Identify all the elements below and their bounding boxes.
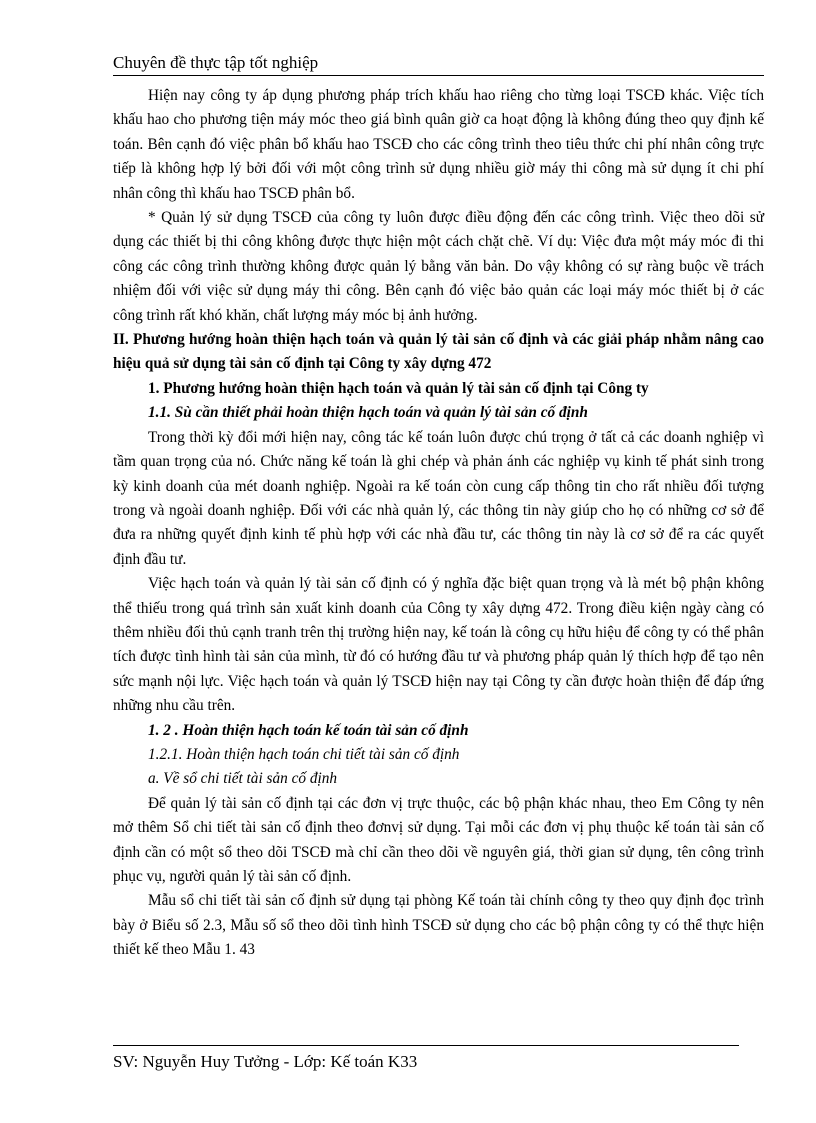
subsection-heading-a: a. Về sổ chi tiết tài sản cố định	[148, 770, 338, 788]
paragraph-accounting-role: Trong thời kỳ đổi mới hiện nay, công tác kế toán luôn được chú trọng ở tất cả các doanh nghiệp vì tầm quan trọng của nó. Chức năng kế toán là ghi chép và phản ánh các nghiệp vụ kinh tế phát sinh trong kỳ kinh doanh của mét doanh nghiệp. Ngoài ra kế toán còn cung cấp thông tin cho rất nhiều đối tượng trong và ngoài doanh nghiệp. Đối với các nhà quản lý, các thông tin này giúp cho họ có những cơ sở để đưa ra những quyết định kinh tế phù hợp với các nhà đầu tư, các thông tin này là cơ sở để ra các quyết định đầu tư.	[113, 428, 764, 568]
subsection-heading-1-2: 1. 2 . Hoàn thiện hạch toán kế toán tài sản cố định	[148, 721, 469, 739]
paragraph-ledger: Để quản lý tài sản cố định tại các đơn vị trực thuộc, các bộ phận khác nhau, theo Em Công ty nên mở thêm Sổ chi tiết tài sản cố định theo đơnvị sử dụng. Tại mỗi các đơn vị phụ thuộc kế toán tài sản cố định cần có một sổ theo dõi TSCĐ mà chỉ cần theo dõi về nguyên giá, thời gian sử dụng, tên công trình phục vụ, người quản lý tài sản cố định.	[113, 794, 764, 885]
subsection-heading-1: 1. Phương hướng hoàn thiện hạch toán và quản lý tài sản cố định tại Công ty	[148, 379, 649, 397]
page-footer: SV: Nguyễn Huy Tưởng - Lớp: Kế toán K33	[113, 1052, 418, 1071]
paragraph-ledger-template: Mẫu sổ chi tiết tài sản cố định sử dụng tại phòng Kế toán tài chính công ty theo quy định đọc trình bày ở Biểu số 2.3, Mẫu số sổ theo dõi tình hình TSCĐ sử dụng cho các bộ phận công ty có thể thực hiện thiết kế theo Mẫu 1. 43	[113, 892, 764, 959]
section-heading-2: II. Phương hướng hoàn thiện hạch toán và quản lý tài sản cố định và các giải pháp nhằm nâng cao hiệu quả sử dụng tài sản cố định tại Công ty xây dựng 472	[113, 331, 764, 373]
subsection-heading-1-2-1: 1.2.1. Hoàn thiện hạch toán chi tiết tài sản cố định	[148, 745, 460, 763]
footer-divider	[113, 1045, 739, 1046]
paragraph-depreciation: Hiện nay công ty áp dụng phương pháp trích khấu hao riêng cho từng loại TSCĐ khác. Việc tích khấu hao cho phương tiện máy móc theo giá bình quân giờ ca hoạt động là không đúng theo quy định kế toán. Bên cạnh đó việc phân bổ khấu hao TSCĐ cho các công trình theo tiêu thức chi phí nhân công trực tiếp là không hợp lý bởi đối với một công trình sử dụng nhiều giờ máy thi công mà sử dụng ít chi phí nhân công thì khấu hao TSCĐ phân bổ.	[113, 87, 764, 202]
subsection-heading-1-1: 1.1. Sù cần thiết phải hoàn thiện hạch toán và quản lý tài sản cố định	[148, 404, 588, 422]
page-header: Chuyên đề thực tập tốt nghiệp	[113, 52, 764, 76]
paragraph-asset-accounting: Việc hạch toán và quản lý tài sản cố định có ý nghĩa đặc biệt quan trọng và là mét bộ phận không thể thiếu trong quá trình sản xuất kinh doanh của Công ty xây dựng 472. Trong điều kiện ngày càng có thêm nhiều đối thủ cạnh tranh trên thị trường hiện nay, kế toán là công cụ hữu hiệu để công ty có thể phân tích được tình hình tài sản của mình, từ đó có hướng đầu tư và phương pháp quản lý thích hợp để tạo nên sức mạnh nội lực. Việc hạch toán và quản lý TSCĐ hiện nay tại Công ty cần được hoàn thiện để đáp ứng những nhu cầu trên.	[113, 575, 764, 715]
paragraph-asset-management: * Quản lý sử dụng TSCĐ của công ty luôn được điều động đến các công trình. Việc theo dõi sử dụng các thiết bị thi công không được thực hiện một cách chặt chẽ. Ví dụ: Việc đưa một máy móc đi thi công các công trình thường không được quản lý bằng văn bản. Do vậy không có sự ràng buộc về trách nhiệm đối với việc sử dụng máy thi công. Bên cạnh đó việc bảo quản các loại máy móc thiết bị ở các công trình rất khó khăn, chất lượng máy móc bị ảnh hưởng.	[113, 209, 764, 324]
document-body	[113, 84, 764, 963]
